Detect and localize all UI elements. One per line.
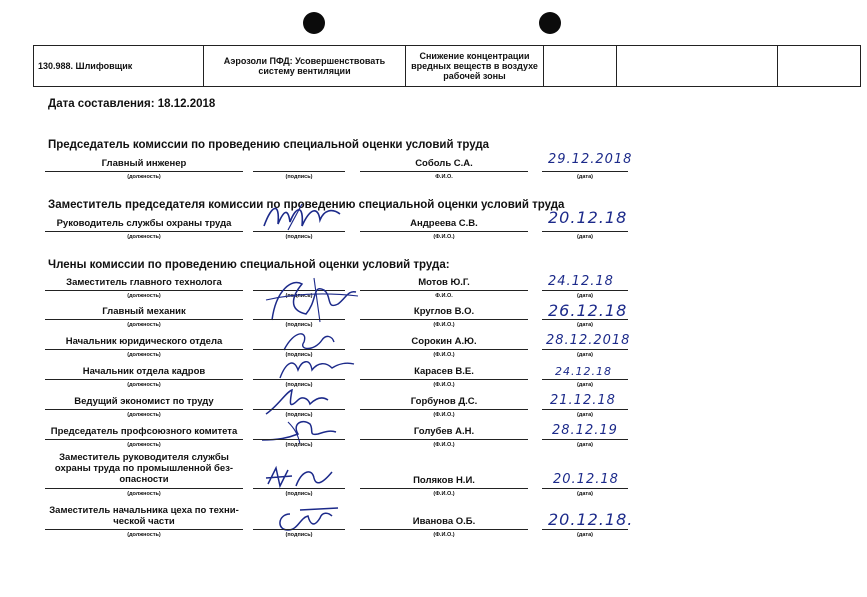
position-value: Главный инженер <box>101 158 187 169</box>
cell-goal: Снижение концентрации вредных веществ в воздухе рабочей зоны <box>406 46 544 87</box>
handwritten-date: 28.12.2018 <box>546 333 631 348</box>
position-value: Начальник юридического отдела <box>65 336 223 347</box>
handwritten-date: 20.12.18. <box>548 510 634 529</box>
signature-caption: (подпись) <box>285 234 313 240</box>
position-caption: (должность) <box>127 412 161 418</box>
signature-caption: (подпись) <box>285 322 313 328</box>
position-caption: (должность) <box>127 532 161 538</box>
binder-hole-right <box>539 12 561 34</box>
name-value: Иванова О.Б. <box>412 516 476 527</box>
name-value: Мотов Ю.Г. <box>418 277 470 288</box>
date-caption: (дата) <box>577 174 593 180</box>
handwritten-date: 21.12.18 <box>550 393 616 408</box>
position-caption: (должность) <box>127 382 161 388</box>
handwritten-date: 26.12.18 <box>548 301 628 320</box>
name-value: Голубев А.Н. <box>413 426 475 437</box>
fio-caption: (Ф.И.О.) <box>433 532 455 538</box>
cell-empty-3 <box>778 46 861 87</box>
measures-table <box>33 45 861 87</box>
signature-caption: (подпись) <box>285 352 313 358</box>
fio-caption: Ф.И.О. <box>435 293 453 299</box>
signature-caption: (подпись) <box>285 491 313 497</box>
date-caption: (дата) <box>577 382 593 388</box>
binder-hole-left <box>303 12 325 34</box>
chairman-heading: Председатель комиссии по проведению специальной оценки условий труда <box>48 139 490 151</box>
position-value: Главный механик <box>102 306 186 317</box>
date-caption: (дата) <box>577 352 593 358</box>
name-value: Круглов В.О. <box>413 306 475 317</box>
name-value: Карасев В.Е. <box>414 366 474 377</box>
position-caption: (должность) <box>127 322 161 328</box>
cell-empty-1 <box>544 46 617 87</box>
handwritten-date: 28.12.19 <box>552 423 618 438</box>
position-value: Заместитель начальника цеха по техни-ческой части <box>49 505 239 527</box>
position-caption: (должность) <box>127 234 161 240</box>
fio-caption: (Ф.И.О.) <box>433 442 455 448</box>
position-caption: (должность) <box>127 442 161 448</box>
fio-caption: Ф.И.О. <box>435 174 453 180</box>
signature-caption: (подпись) <box>285 532 313 538</box>
handwritten-date: 20.12.18 <box>548 208 628 227</box>
signature-image <box>262 464 342 494</box>
position-value: Заместитель главного технолога <box>66 277 222 288</box>
handwritten-date: 29.12.2018 <box>548 152 633 167</box>
position-value: Председатель профсоюзного комитета <box>50 426 238 437</box>
members-heading: Члены комиссии по проведению специальной оценки условий труда: <box>48 259 450 271</box>
handwritten-date: 20.12.18 <box>553 472 619 487</box>
name-value: Сорокин А.Ю. <box>411 336 477 347</box>
position-value: Руководитель службы охраны труда <box>56 218 232 229</box>
date-caption: (дата) <box>577 293 593 299</box>
date-caption: (дата) <box>577 412 593 418</box>
signature-caption: (подпись) <box>285 412 313 418</box>
name-value: Поляков Н.И. <box>413 475 475 486</box>
name-value: Соболь С.А. <box>415 158 473 169</box>
signature-caption: (подпись) <box>285 382 313 388</box>
position-value: Начальник отдела кадров <box>82 366 206 377</box>
date-caption: (дата) <box>577 234 593 240</box>
deputy-heading: Заместитель председателя комиссии по проведению специальной оценки условий труда <box>48 199 565 211</box>
fio-caption: (Ф.И.О.) <box>433 491 455 497</box>
fio-caption: (Ф.И.О.) <box>433 352 455 358</box>
position-value: Заместитель руководителя службы охраны труда по промышленной без-опасности <box>54 452 234 485</box>
cell-measure: Аэрозоли ПФД: Усовершенствовать систему вентиляции <box>204 46 406 87</box>
table-row <box>34 46 861 87</box>
fio-caption: (Ф.И.О.) <box>433 234 455 240</box>
signature-image <box>276 352 356 382</box>
name-value: Горбунов Д.С. <box>410 396 478 407</box>
position-value: Ведущий экономист по труду <box>74 396 214 407</box>
position-caption: (должность) <box>127 491 161 497</box>
position-caption: (должность) <box>127 293 161 299</box>
cell-empty-2 <box>617 46 778 87</box>
fio-caption: (Ф.И.О.) <box>433 382 455 388</box>
handwritten-date: 24.12.18 <box>555 365 612 378</box>
date-caption: (дата) <box>577 491 593 497</box>
fio-caption: (Ф.И.О.) <box>433 322 455 328</box>
signature-image <box>262 270 362 326</box>
fio-caption: (Ф.И.О.) <box>433 412 455 418</box>
date-caption: (дата) <box>577 532 593 538</box>
handwritten-date: 24.12.18 <box>548 274 614 289</box>
cell-profession: 130.988. Шлифовщик <box>34 46 204 87</box>
date-compiled: Дата составления: 18.12.2018 <box>48 98 216 110</box>
position-caption: (должность) <box>127 174 161 180</box>
position-caption: (должность) <box>127 352 161 358</box>
date-caption: (дата) <box>577 442 593 448</box>
signature-caption: (подпись) <box>285 174 313 180</box>
name-value: Андреева С.В. <box>410 218 478 229</box>
date-caption: (дата) <box>577 322 593 328</box>
signature-caption: (подпись) <box>285 442 313 448</box>
signature-caption: (подпись) <box>285 293 313 299</box>
